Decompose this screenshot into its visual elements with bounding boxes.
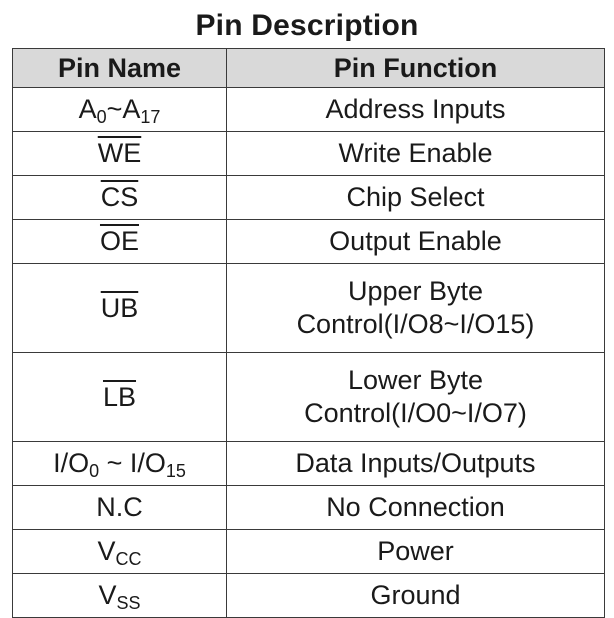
- pin-name-main: I/O: [129, 448, 166, 478]
- pin-function-text: Output Enable: [329, 226, 502, 256]
- pin-function-cell: [227, 530, 605, 574]
- pin-function-text: Write Enable: [338, 138, 493, 168]
- pin-name-cell: [13, 220, 227, 264]
- header-pin-function: Pin Function: [227, 49, 605, 88]
- pin-name-separator: ~: [99, 448, 130, 478]
- pin-function-cell: [227, 132, 605, 176]
- pin-name-text: $\overline{WE}$: [97, 138, 142, 168]
- pin-name-subscript: SS: [116, 593, 141, 613]
- pin-function-cell: [227, 574, 605, 618]
- pin-name-main: I/O: [53, 448, 90, 478]
- pin-function-cell: [227, 353, 605, 442]
- table-row: [13, 132, 605, 176]
- table-row: [13, 486, 605, 530]
- pin-function-cell: [227, 220, 605, 264]
- table-row: [13, 530, 605, 574]
- pin-name-cell: [13, 176, 227, 220]
- pin-name-text: $\overline{LB}$: [102, 381, 137, 412]
- pin-name-cell: [13, 353, 227, 442]
- header-pin-name: Pin Name: [13, 49, 227, 88]
- pin-function-cell: [227, 442, 605, 486]
- table-row: [13, 442, 605, 486]
- pin-function-text: Control(I/O8~I/O15): [296, 309, 535, 339]
- pin-name-text: $\overline{UB}$: [100, 292, 139, 323]
- pin-function-text: Ground: [370, 580, 461, 610]
- pin-name-cell: [13, 264, 227, 353]
- pin-function-cell: [227, 486, 605, 530]
- pin-function-cell: [227, 264, 605, 353]
- pin-function-text: Power: [377, 536, 454, 566]
- table-row: [13, 220, 605, 264]
- pin-name-subscript: 17: [140, 107, 161, 127]
- pin-name-subscript: 15: [165, 461, 186, 481]
- pin-name-cell: [13, 530, 227, 574]
- pin-name-main: V: [97, 536, 116, 566]
- pin-name-text: N.C: [96, 492, 143, 522]
- pin-name-cell: [13, 574, 227, 618]
- table-header-row: [13, 49, 605, 88]
- table-row: [13, 574, 605, 618]
- pin-function-text: Chip Select: [346, 182, 485, 212]
- pin-function-text: Data Inputs/Outputs: [295, 448, 536, 478]
- pin-name-cell: [13, 442, 227, 486]
- pin-name-main: V: [98, 580, 117, 610]
- pin-function-text: Upper Byte: [347, 276, 484, 306]
- pin-name-cell: [13, 132, 227, 176]
- pin-function-text: No Connection: [326, 492, 505, 522]
- pin-function-cell: [227, 176, 605, 220]
- table-row: [13, 88, 605, 132]
- table-row: [13, 353, 605, 442]
- pin-function-cell: [227, 88, 605, 132]
- page-title: Pin Description: [195, 9, 419, 42]
- pin-description-table: [12, 48, 605, 618]
- pin-function-text: Control(I/O0~I/O7): [304, 398, 527, 428]
- pin-name-main: A: [78, 94, 97, 124]
- pin-name-cell: [13, 486, 227, 530]
- pin-name-separator: ~: [106, 94, 123, 124]
- pin-name-main: A: [122, 94, 141, 124]
- table-row: [13, 176, 605, 220]
- pin-function-text: Address Inputs: [325, 94, 506, 124]
- pin-name-subscript: 0: [96, 107, 107, 127]
- pin-name-subscript: 0: [89, 461, 100, 481]
- pin-name-cell: [13, 88, 227, 132]
- table-row: [13, 264, 605, 353]
- pin-name-text: $\overline{OE}$: [99, 226, 139, 256]
- pin-name-text: $\overline{CS}$: [100, 182, 139, 212]
- pin-name-subscript: CC: [115, 549, 142, 569]
- pin-function-text: Lower Byte: [347, 365, 484, 395]
